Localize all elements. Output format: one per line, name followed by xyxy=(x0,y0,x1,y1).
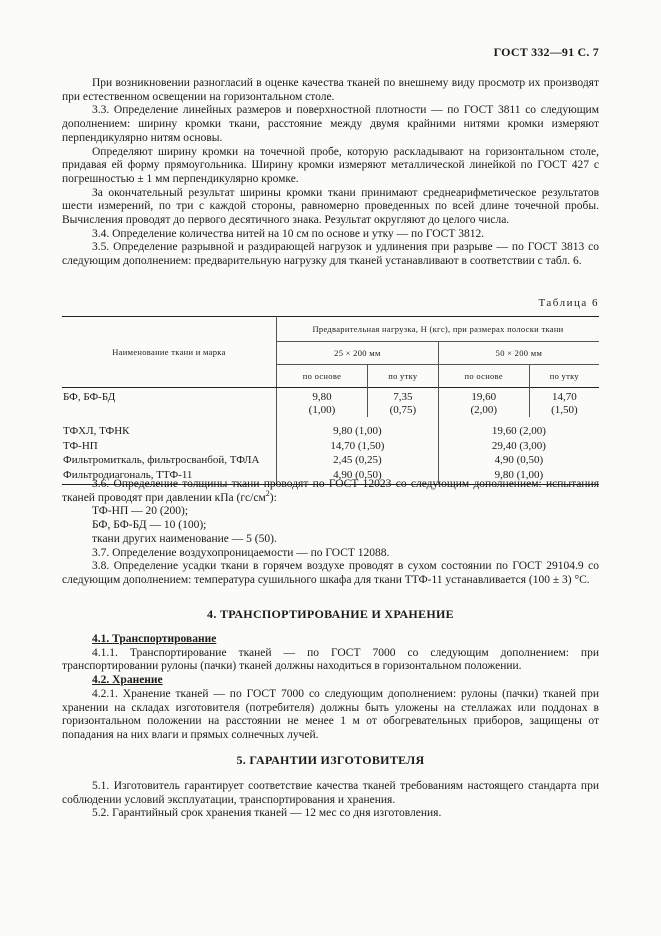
list-item: ТФ-НП — 20 (200); xyxy=(92,505,189,518)
intro-block xyxy=(62,77,599,269)
col-header-group: Предварительная нагрузка, Н (кгс), при размерах полоски ткани xyxy=(277,317,600,342)
col-header-weft: по утку xyxy=(367,365,438,388)
paragraph: 4.1.1. Транспортирование тканей — по ГОСТ 7000 со следующим дополнением: при транспортировании рулоны (пачки) тканей должны находиться в горизонтальном положении. xyxy=(62,646,599,673)
subheading xyxy=(62,633,599,647)
cell-name: ТФХЛ, ТФНК xyxy=(63,425,130,437)
table-caption: Таблица 6 xyxy=(538,297,599,309)
cell-name: Фильтромиткаль, фильтросванбой, ТФЛА xyxy=(63,454,260,466)
col-header-size2: 50 × 200 мм xyxy=(438,342,599,365)
table-row xyxy=(62,439,599,454)
paragraph: 5.1. Изготовитель гарантирует соответствие качества тканей требованиям настоящего стандарта при соблюдении условий эксплуатации, транспортирования и хранения. xyxy=(62,780,599,806)
col-header-name: Наименование ткани и марка xyxy=(62,317,277,388)
paragraph: 3.3. Определение линейных размеров и поверхностной плотности — по ГОСТ 3811 со следующим дополнением: ширину кромки ткани, расстояние между двумя крайними нитями кромки измеряют перпендикулярно нитям основы. xyxy=(62,104,599,144)
paragraph xyxy=(62,478,599,505)
cell-value: 14,70 (1,50) xyxy=(277,439,439,454)
cell-value: 14,70 xyxy=(551,391,577,403)
cell-value: 29,40 (3,00) xyxy=(438,439,599,454)
cell-value: 9,80 (1,00) xyxy=(277,417,439,439)
paragraph: При возникновении разногласий в оценке качества тканей по внешнему виду просмотр их производят при естественном освещении на горизонтальном столе. xyxy=(62,77,599,103)
col-header-size1: 25 × 200 мм xyxy=(277,342,439,365)
cell-value: 19,60 (2,00) xyxy=(438,417,599,439)
subheading-text: 4.2. Хранение xyxy=(92,674,163,687)
col-header-warp: по основе xyxy=(277,365,368,388)
cell-name: БФ, БФ-БД xyxy=(63,391,116,403)
cell-value: (0,75) xyxy=(389,403,417,416)
section-heading: 4. ТРАНСПОРТИРОВАНИЕ И ХРАНЕНИЕ xyxy=(207,607,454,621)
paragraph: 3.8. Определение усадки ткани в горячем воздухе проводят в сухом состоянии по ГОСТ 29104.9 со следующим дополнением: температура сушильного шкафа для ткани ТТФ-11 устанавливается (100 ± 3) °С. xyxy=(62,560,599,586)
subheading xyxy=(62,674,599,688)
cell-value: 9,80 (1,00) xyxy=(438,468,599,485)
cell-name: Фильтродиагональ, ТТФ-11 xyxy=(63,468,193,481)
paragraph: 3.4. Определение количества нитей на 10 см по основе и утку — по ГОСТ 3812. xyxy=(92,227,485,240)
table-row xyxy=(62,388,599,418)
col-header-warp: по основе xyxy=(438,365,529,388)
list-item: ткани других наименование — 5 (50). xyxy=(92,532,277,545)
section-heading: 5. ГАРАНТИИ ИЗГОТОВИТЕЛЯ xyxy=(236,753,425,767)
col-header-weft: по утку xyxy=(529,365,599,388)
paragraph: 4.2.1. Хранение тканей — по ГОСТ 7000 со следующим дополнением: рулоны (пачки) тканей при хранении на складах изготовителя (потребителя) должны быть уложены на стеллажах или поддонах в горизонтальном положении на расстоянии не менее 1 м от обогревательных приборов, защищены от попадания на них влаги и прямых солнечных лучей. xyxy=(62,687,599,741)
cell-value: (1,00) xyxy=(308,403,336,416)
paragraph: За окончательный результат ширины кромки ткани принимают среднеарифметическое результатов шести измерений, по три с каждой стороны, равномерно проведенных по всей длине точечной пробы. Вычисления проводят до первого десятичного знака. Результат округляют до целого числа. xyxy=(62,186,599,227)
cell-value: (2,00) xyxy=(470,403,498,416)
cell-name: ТФ-НП xyxy=(63,439,98,452)
subheading-text: 4.1. Транспортирование xyxy=(92,633,217,645)
cell-value: 9,80 xyxy=(312,391,332,403)
table-row xyxy=(62,417,599,439)
paragraph: 3.5. Определение разрывной и раздирающей нагрузок и удлинения при разрыве — по ГОСТ 3813 со следующим дополнением: предварительную нагрузку для тканей устанавливают в соответствии с табл. 6. xyxy=(62,241,599,268)
paragraph: 3.7. Определение воздухопроницаемости — по ГОСТ 12088. xyxy=(92,546,390,559)
table-row xyxy=(62,453,599,468)
superscript: 2 xyxy=(265,488,270,498)
cell-value: 19,60 xyxy=(471,391,497,403)
table-6 xyxy=(62,316,599,485)
section-3-6-block xyxy=(62,478,599,588)
cell-value: (1,50) xyxy=(551,403,578,416)
cell-value: 7,35 xyxy=(393,391,413,403)
list-item: БФ, БФ-БД — 10 (100); xyxy=(92,519,207,532)
page-header: ГОСТ 332—91 С. 7 xyxy=(493,45,599,59)
cell-value: 2,45 (0,25) xyxy=(277,453,439,468)
section-5-block xyxy=(62,780,599,821)
paragraph-text: 3.6. Определение толщины ткани проводят по ГОСТ 12023 со следующим дополнением: испытания тканей проводят при давлении кПа (гс/см xyxy=(62,478,599,504)
paragraph-text: ): xyxy=(269,491,277,504)
section-4-block xyxy=(62,633,599,743)
paragraph: Определяют ширину кромки на точечной пробе, которую раскладывают на горизонтальном столе, придавая ей форму прямоугольника. Ширину кромки измеряют металлической линейкой по ГОСТ 427 с погрешностью ± 1 мм перпендикулярно кромке. xyxy=(62,145,599,185)
cell-value: 4,90 (0,50) xyxy=(277,468,439,485)
cell-value: 4,90 (0,50) xyxy=(438,453,599,468)
paragraph: 5.2. Гарантийный срок хранения тканей — 12 мес со дня изготовления. xyxy=(92,807,442,820)
